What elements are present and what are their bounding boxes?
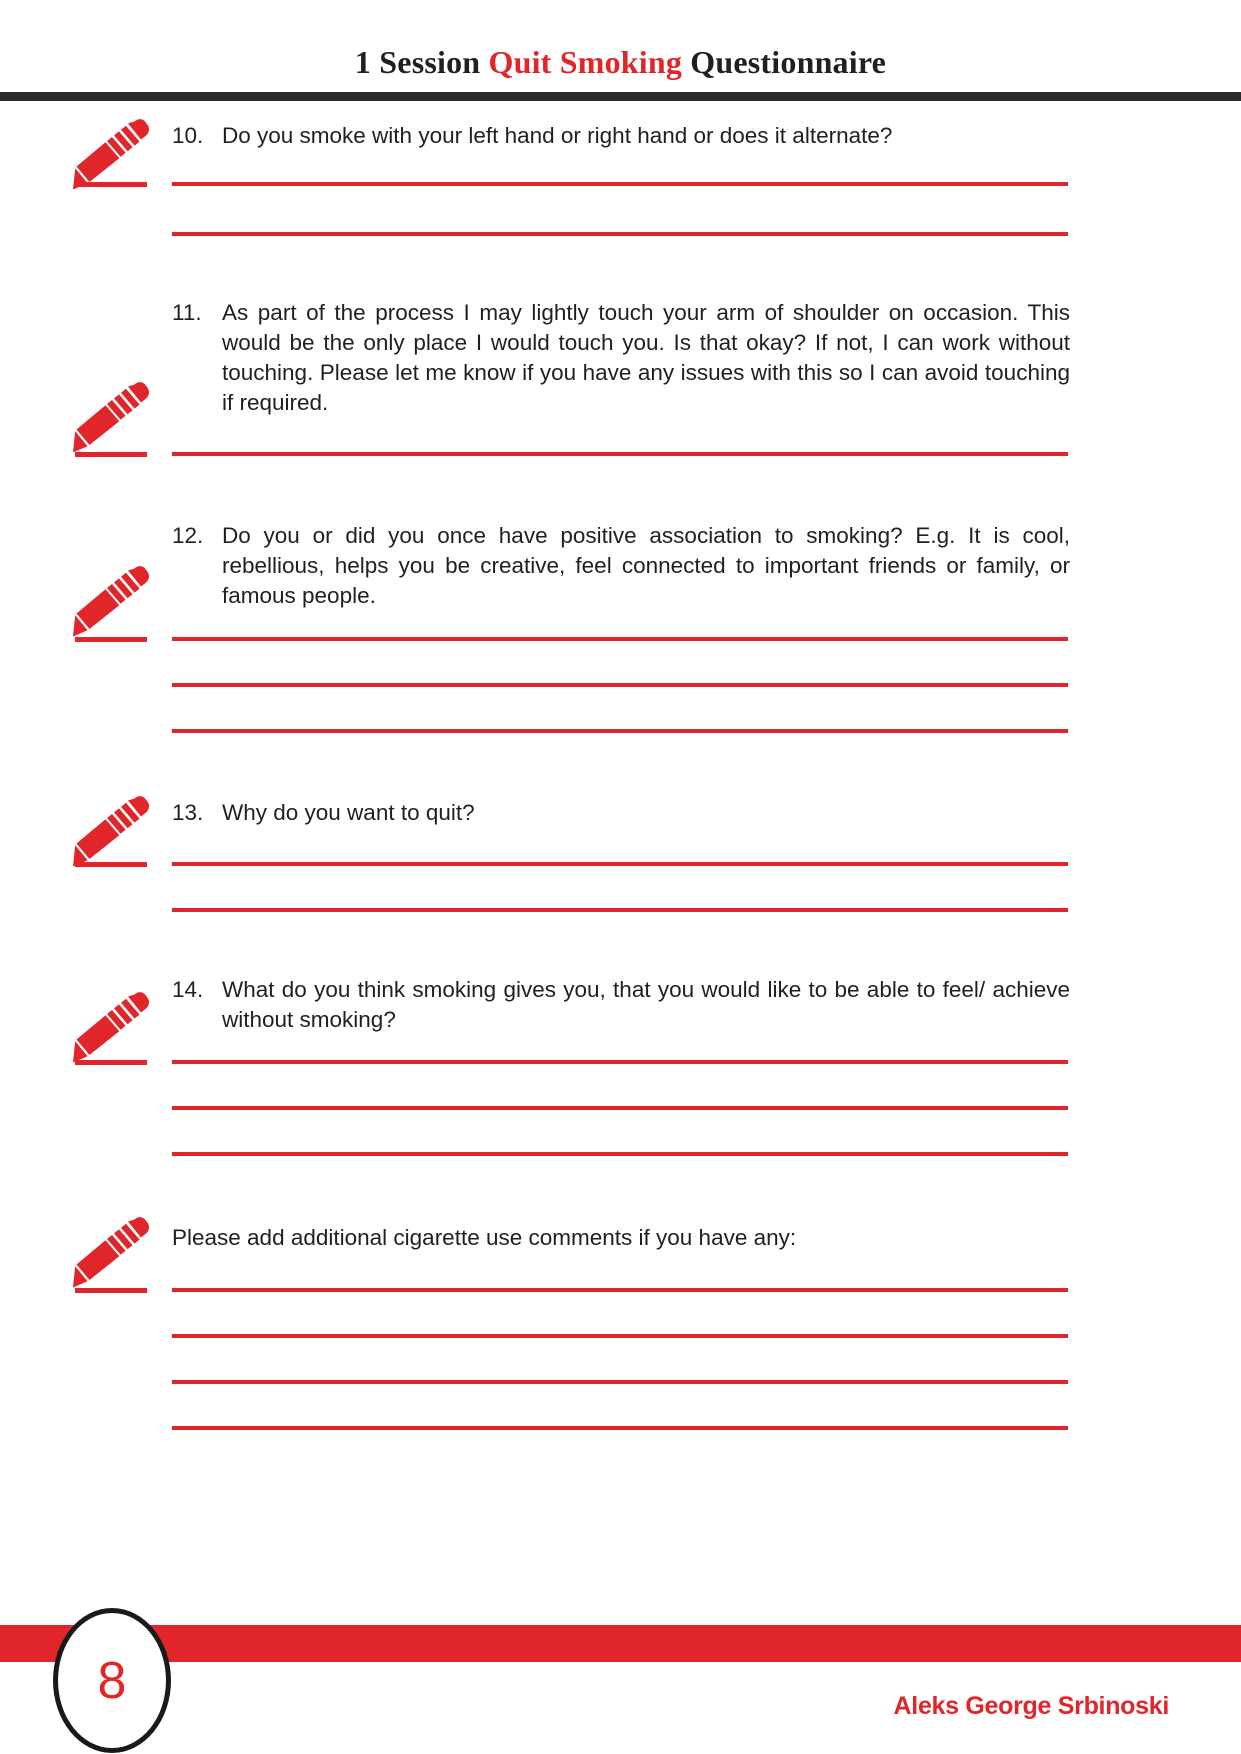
page-title	[0, 44, 1241, 81]
pencil-icon	[72, 988, 152, 1064]
footer-accent-bar	[0, 1625, 1241, 1662]
answer-line[interactable]	[172, 637, 1068, 641]
pencil-underline	[75, 452, 147, 457]
pencil-underline	[75, 637, 147, 642]
pencil-icon	[72, 378, 152, 454]
question-text: Why do you want to quit?	[222, 800, 475, 825]
answer-line[interactable]	[172, 683, 1068, 687]
pencil-icon	[72, 1213, 152, 1289]
pencil-underline	[75, 1288, 147, 1293]
answer-line[interactable]	[172, 729, 1068, 733]
question-text: As part of the process I may lightly touch your arm of shoulder on occasion. This would be the only place I would touch you. Is that okay? If not, I can work without touching. Please let me know if you have any issues with this so I can avoid touching if required.	[222, 300, 1070, 415]
pencil-underline	[75, 182, 147, 187]
answer-line[interactable]	[172, 1060, 1068, 1064]
page-title-part2: Questionnaire	[682, 44, 887, 80]
pencil-icon	[72, 562, 152, 638]
page-number: 8	[97, 1651, 127, 1710]
question-text: Please add additional cigarette use comments if you have any:	[172, 1225, 797, 1250]
pencil-icon	[72, 115, 152, 191]
question-number: 11.	[172, 300, 202, 325]
answer-line[interactable]	[172, 1106, 1068, 1110]
question-text: Do you or did you once have positive association to smoking? E.g. It is cool, rebellious, helps you be creative, feel connected to important friends or family, or famous people.	[222, 523, 1070, 608]
answer-line[interactable]	[172, 862, 1068, 866]
answer-line[interactable]	[172, 452, 1068, 456]
question-number: 10.	[172, 123, 204, 148]
page-title-part1: 1 Session	[354, 44, 489, 80]
answer-line[interactable]	[172, 232, 1068, 236]
answer-line[interactable]	[172, 1426, 1068, 1430]
page-title-accent: Quit Smoking	[488, 44, 683, 80]
question-number: 13.	[172, 800, 204, 825]
answer-line[interactable]	[172, 1288, 1068, 1292]
question-number: 14.	[172, 977, 204, 1002]
pencil-icon	[72, 792, 152, 868]
question-number: 12.	[172, 523, 204, 548]
answer-line[interactable]	[172, 1334, 1068, 1338]
answer-line[interactable]	[172, 908, 1068, 912]
pencil-underline	[75, 862, 147, 867]
answer-line[interactable]	[172, 1152, 1068, 1156]
question-text: What do you think smoking gives you, that you would like to be able to feel/ achieve without smoking?	[222, 977, 1070, 1032]
answer-line[interactable]	[172, 182, 1068, 186]
question-text: Do you smoke with your left hand or right hand or does it alternate?	[222, 123, 893, 148]
author-name: Aleks George Srbinoski	[893, 1692, 1169, 1720]
answer-line[interactable]	[172, 1380, 1068, 1384]
header-divider	[0, 92, 1241, 101]
pencil-underline	[75, 1060, 147, 1065]
